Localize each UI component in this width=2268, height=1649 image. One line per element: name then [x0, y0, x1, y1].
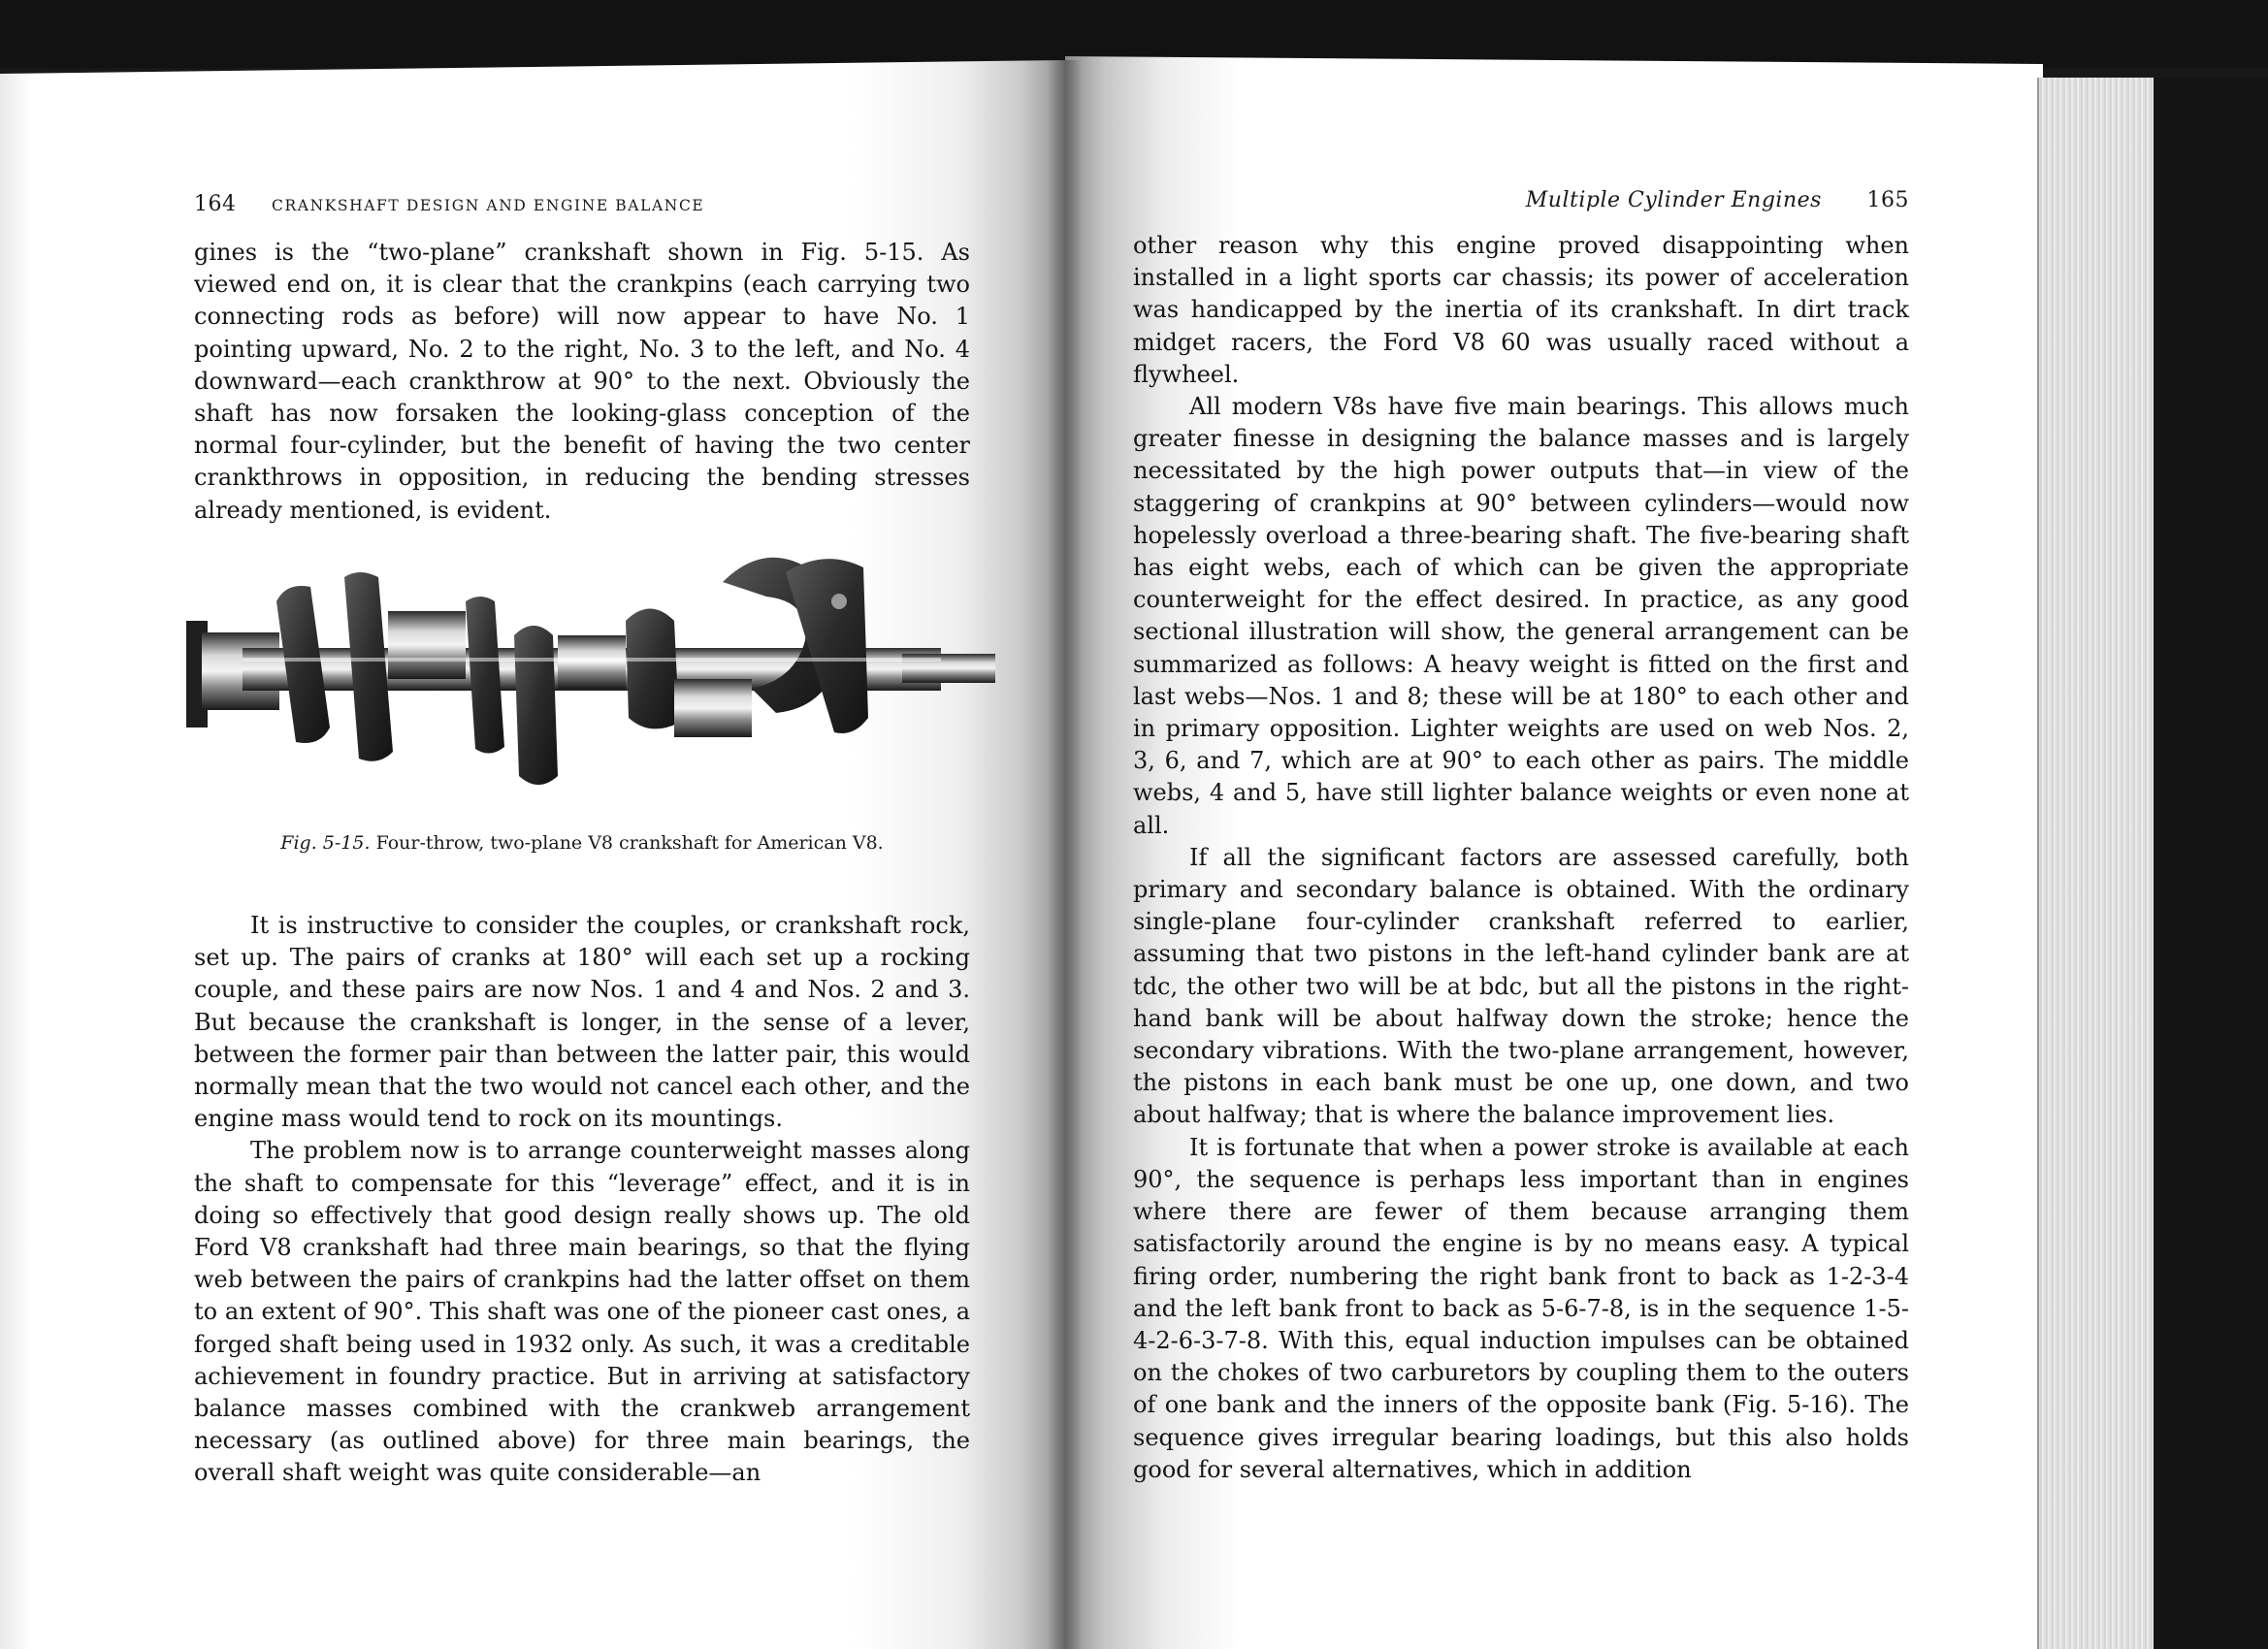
paragraph: other reason why this engine proved disappointing when installed in a light sports car chassis; its power of acceleration was handicapped by the inertia of its crankshaft. In dirt track midget racers, the Ford V8 60 was usually raced without a flywheel. [1133, 232, 1909, 388]
book-gutter [1048, 60, 1083, 1649]
paragraph: It is instructive to consider the couples, or crankshaft rock, set up. The pairs of cranks at 180° will each set up a rocking couple, and these pairs are now Nos. 1 and 4 and Nos. 2 and 3. But because the crankshaft is longer, in the sense of a lever, between the former pair than between the latter pair, this would normally mean that the two would not cancel each other, and the engine mass would tend to rock on its mountings. [194, 912, 970, 1133]
figure-caption-text: Four-throw, two-plane V8 crankshaft for American V8. [375, 832, 884, 854]
right-text [1133, 230, 1909, 1486]
left-text-top [194, 237, 970, 527]
page-edges [2037, 78, 2155, 1649]
left-running-title: CRANKSHAFT DESIGN AND ENGINE BALANCE [272, 197, 705, 214]
figure-caption [194, 832, 970, 854]
right-running-title: Multiple Cylinder Engines [1525, 188, 1822, 212]
crankshaft-photo-icon [184, 543, 995, 795]
left-running-head [194, 192, 1009, 216]
paragraph: All modern V8s have five main bearings. This allows much greater finesse in designing the balance masses and is largely necessitated by the high power outputs that—in view of the staggering of crankpins at 90° between cylinders—would now hopelessly overload a three-bearing shaft. The five-bearing shaft has eight webs, each of which can be given the appropriate counterweight for the effect desired. In practice, as any good sectional illustration will show, the general arrangement can be summarized as follows: A heavy weight is fitted on the first and last webs—Nos. 1 and 8; these will be at 180° to each other and in primary opposition. Lighter weights are used on web Nos. 2, 3, 6, and 7, which are at 90° to each other as pairs. The middle webs, 4 and 5, have still lighter balance weights or even none at all. [1133, 393, 1909, 839]
figure-label: Fig. 5-15. [280, 832, 371, 854]
paragraph: It is fortunate that when a power stroke is available at each 90°, the sequence is perhaps less important than in engines where there are fewer of them because arranging them satisfactorily around the engine is by no means easy. A typical firing order, numbering the right bank front to back as 1-2-3-4 and the left bank front to back as 5-6-7-8, is in the sequence 1-5-4-2-6-3-7-8. With this, equal induction impulses can be obtained on the chokes of two carburetors by coupling them to the outers of one bank and the inners of the opposite bank (Fig. 5-16). The sequence gives irregular bearing loadings, but this also holds good for several alternatives, which in addition [1133, 1133, 1909, 1483]
crankshaft-figure [184, 543, 995, 795]
paragraph: The problem now is to arrange counterweight masses along the shaft to compensate for this “leverage” effect, and it is in doing so effectively that good design really shows up. The old Ford V8 crankshaft had three main bearings, so that the flying web between the pairs of crankpins had the latter offset on them to an extent of 90°. This shaft was one of the pioneer cast ones, a forged shaft being used in 1932 only. As such, it was a creditable achievement in foundry practice. But in arriving at satisfactory balance masses combined with the crankweb arrangement necessary (as outlined above) for three main bearings, the overall shaft weight was quite considerable—an [194, 1137, 970, 1487]
left-page-number: 164 [194, 192, 237, 216]
right-page-number: 165 [1866, 188, 1909, 212]
background-right [2154, 78, 2268, 1649]
paragraph: If all the significant factors are assessed carefully, both primary and secondary balance is obtained. With the ordinary single-plane four-cylinder crankshaft referred to earlier, assuming that two pistons in the left-hand cylinder bank are at tdc, the other two will be at bdc, but all the pistons in the right-hand bank will be about halfway down the stroke; hence the secondary vibrations. With the two-plane arrangement, however, the pistons in each bank must be one up, one down, and two about halfway; that is where the balance improvement lies. [1133, 843, 1909, 1129]
paragraph: gines is the “two-plane” crankshaft shown in Fig. 5-15. As viewed end on, it is clear that the crankpins (each carrying two connecting rods as before) will now appear to have No. 1 pointing upward, No. 2 to the right, No. 3 to the left, and No. 4 downward—each crankthrow at 90° to the next. Obviously the shaft has now forsaken the looking-glass conception of the normal four-cylinder, but the benefit of having the two center crankthrows in opposition, in reducing the bending stresses already mentioned, is evident. [194, 239, 970, 524]
right-running-head [1133, 188, 1909, 212]
left-text-bottom [194, 910, 970, 1490]
